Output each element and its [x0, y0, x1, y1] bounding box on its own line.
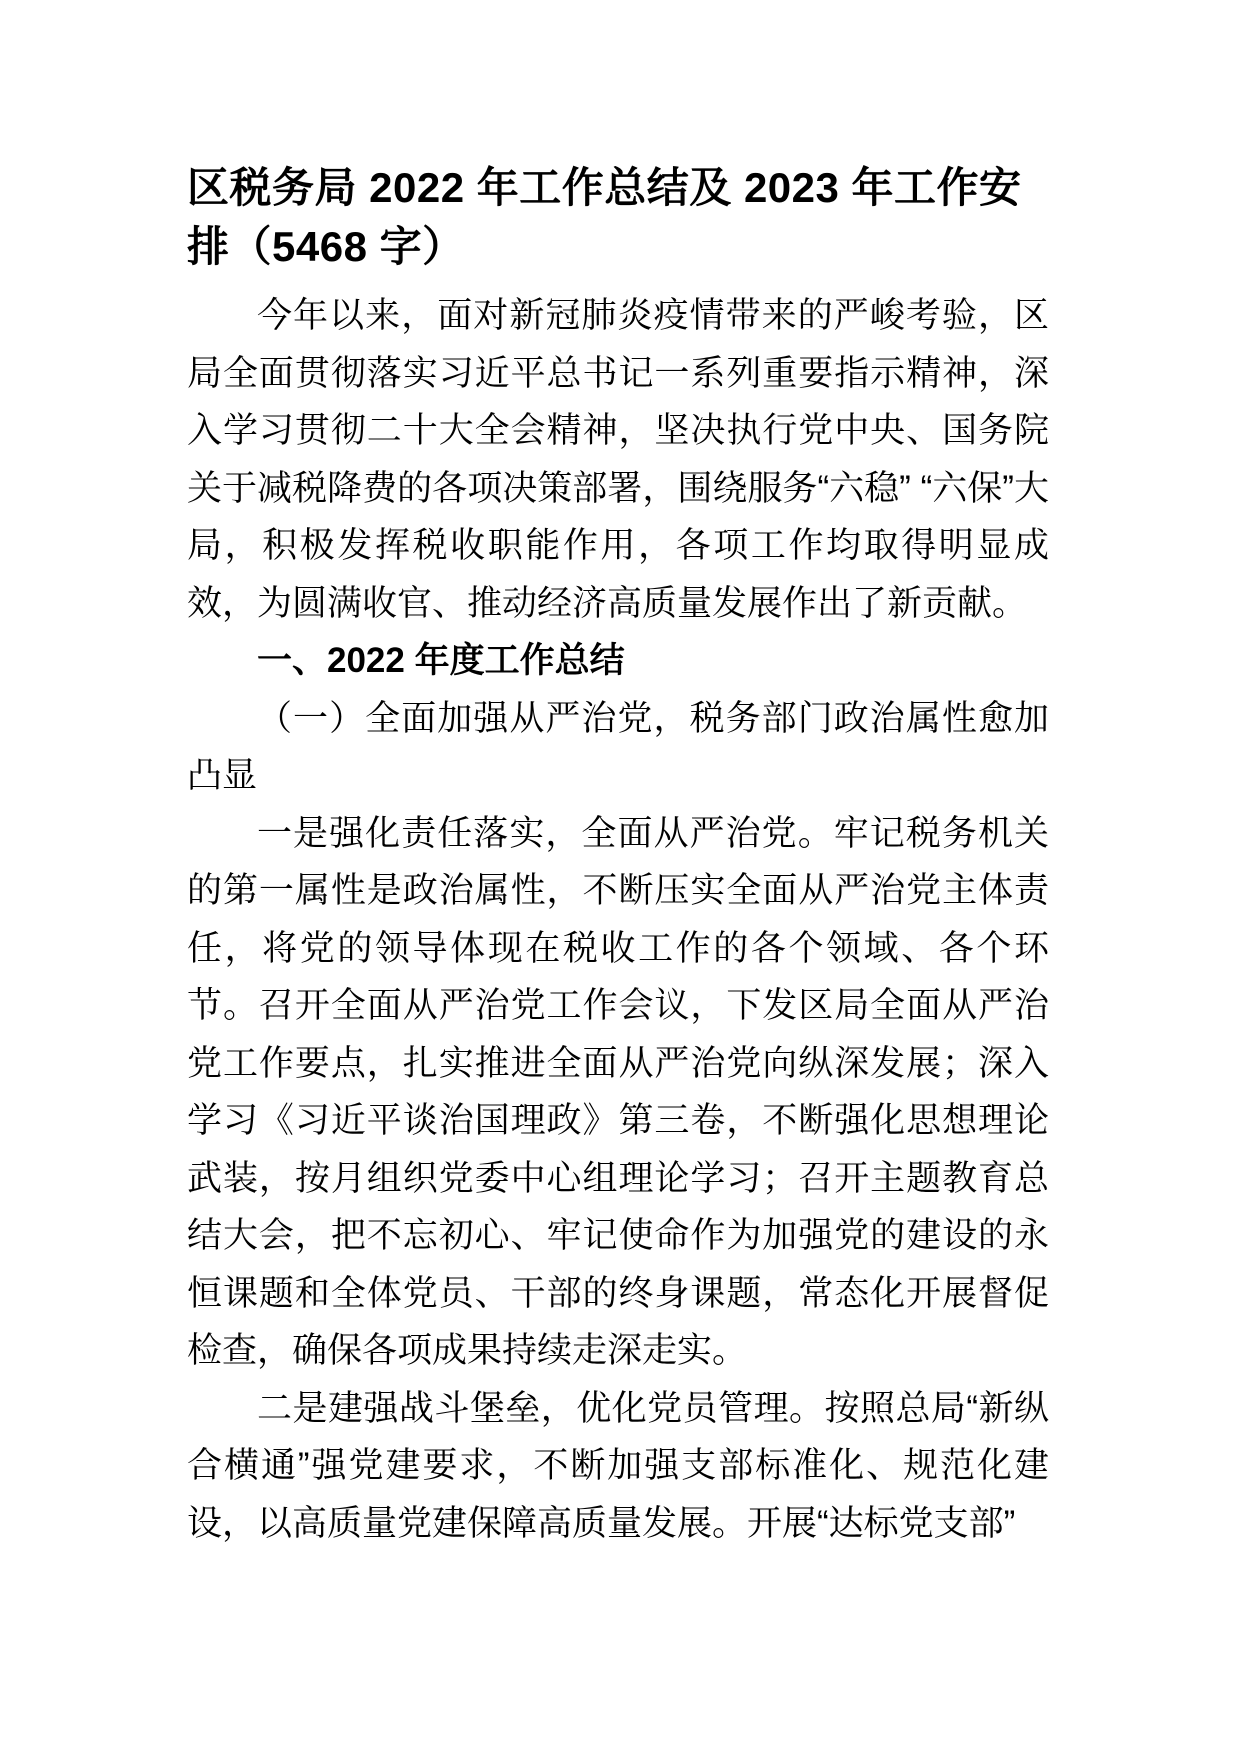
heading-level-1: 一、2022 年度工作总结 [257, 641, 625, 680]
heading-level-2: （一）全面加强从严治党，税务部门政治属性愈加凸显 [187, 698, 1049, 795]
paragraph: 今年以来，面对新冠肺炎疫情带来的严峻考验，区局全面贯彻落实习近平总书记一系列重要指示精神，深入学习贯彻二十大全会精神，坚决执行党中央、国务院关于减税降费的各项决策部署，围绕服务“六稳” “六保”大局，积极发挥税收职能作用，各项工作均取得明显成效，为圆满收官、推动经济高质量发展作出了新贡献。 [187, 296, 1049, 623]
document-title: 区税务局 2022 年工作总结及 2023 年工作安排（5468 字） [187, 164, 1022, 270]
paragraph: 一是强化责任落实，全面从严治党。牢记税务机关的第一属性是政治属性，不断压实全面从严治党主体责任，将党的领导体现在税收工作的各个领域、各个环节。召开全面从严治党工作会议，下发区局全面从严治党工作要点，扎实推进全面从严治党向纵深发展；深入学习《习近平谈治国理政》第三卷，不断强化思想理论武装，按月组织党委中心组理论学习；召开主题教育总结大会，把不忘初心、牢记使命作为加强党的建设的永恒课题和全体党员、干部的终身课题，常态化开展督促检查，确保各项成果持续走深走实。 [187, 813, 1049, 1370]
document-content [187, 158, 1049, 1552]
document-body [187, 287, 1049, 1552]
paragraph: 二是建强战斗堡垒，优化党员管理。按照总局“新纵合横通”强党建要求，不断加强支部标准化、规范化建设，以高质量党建保障高质量发展。开展“达标党支部” [187, 1388, 1049, 1543]
